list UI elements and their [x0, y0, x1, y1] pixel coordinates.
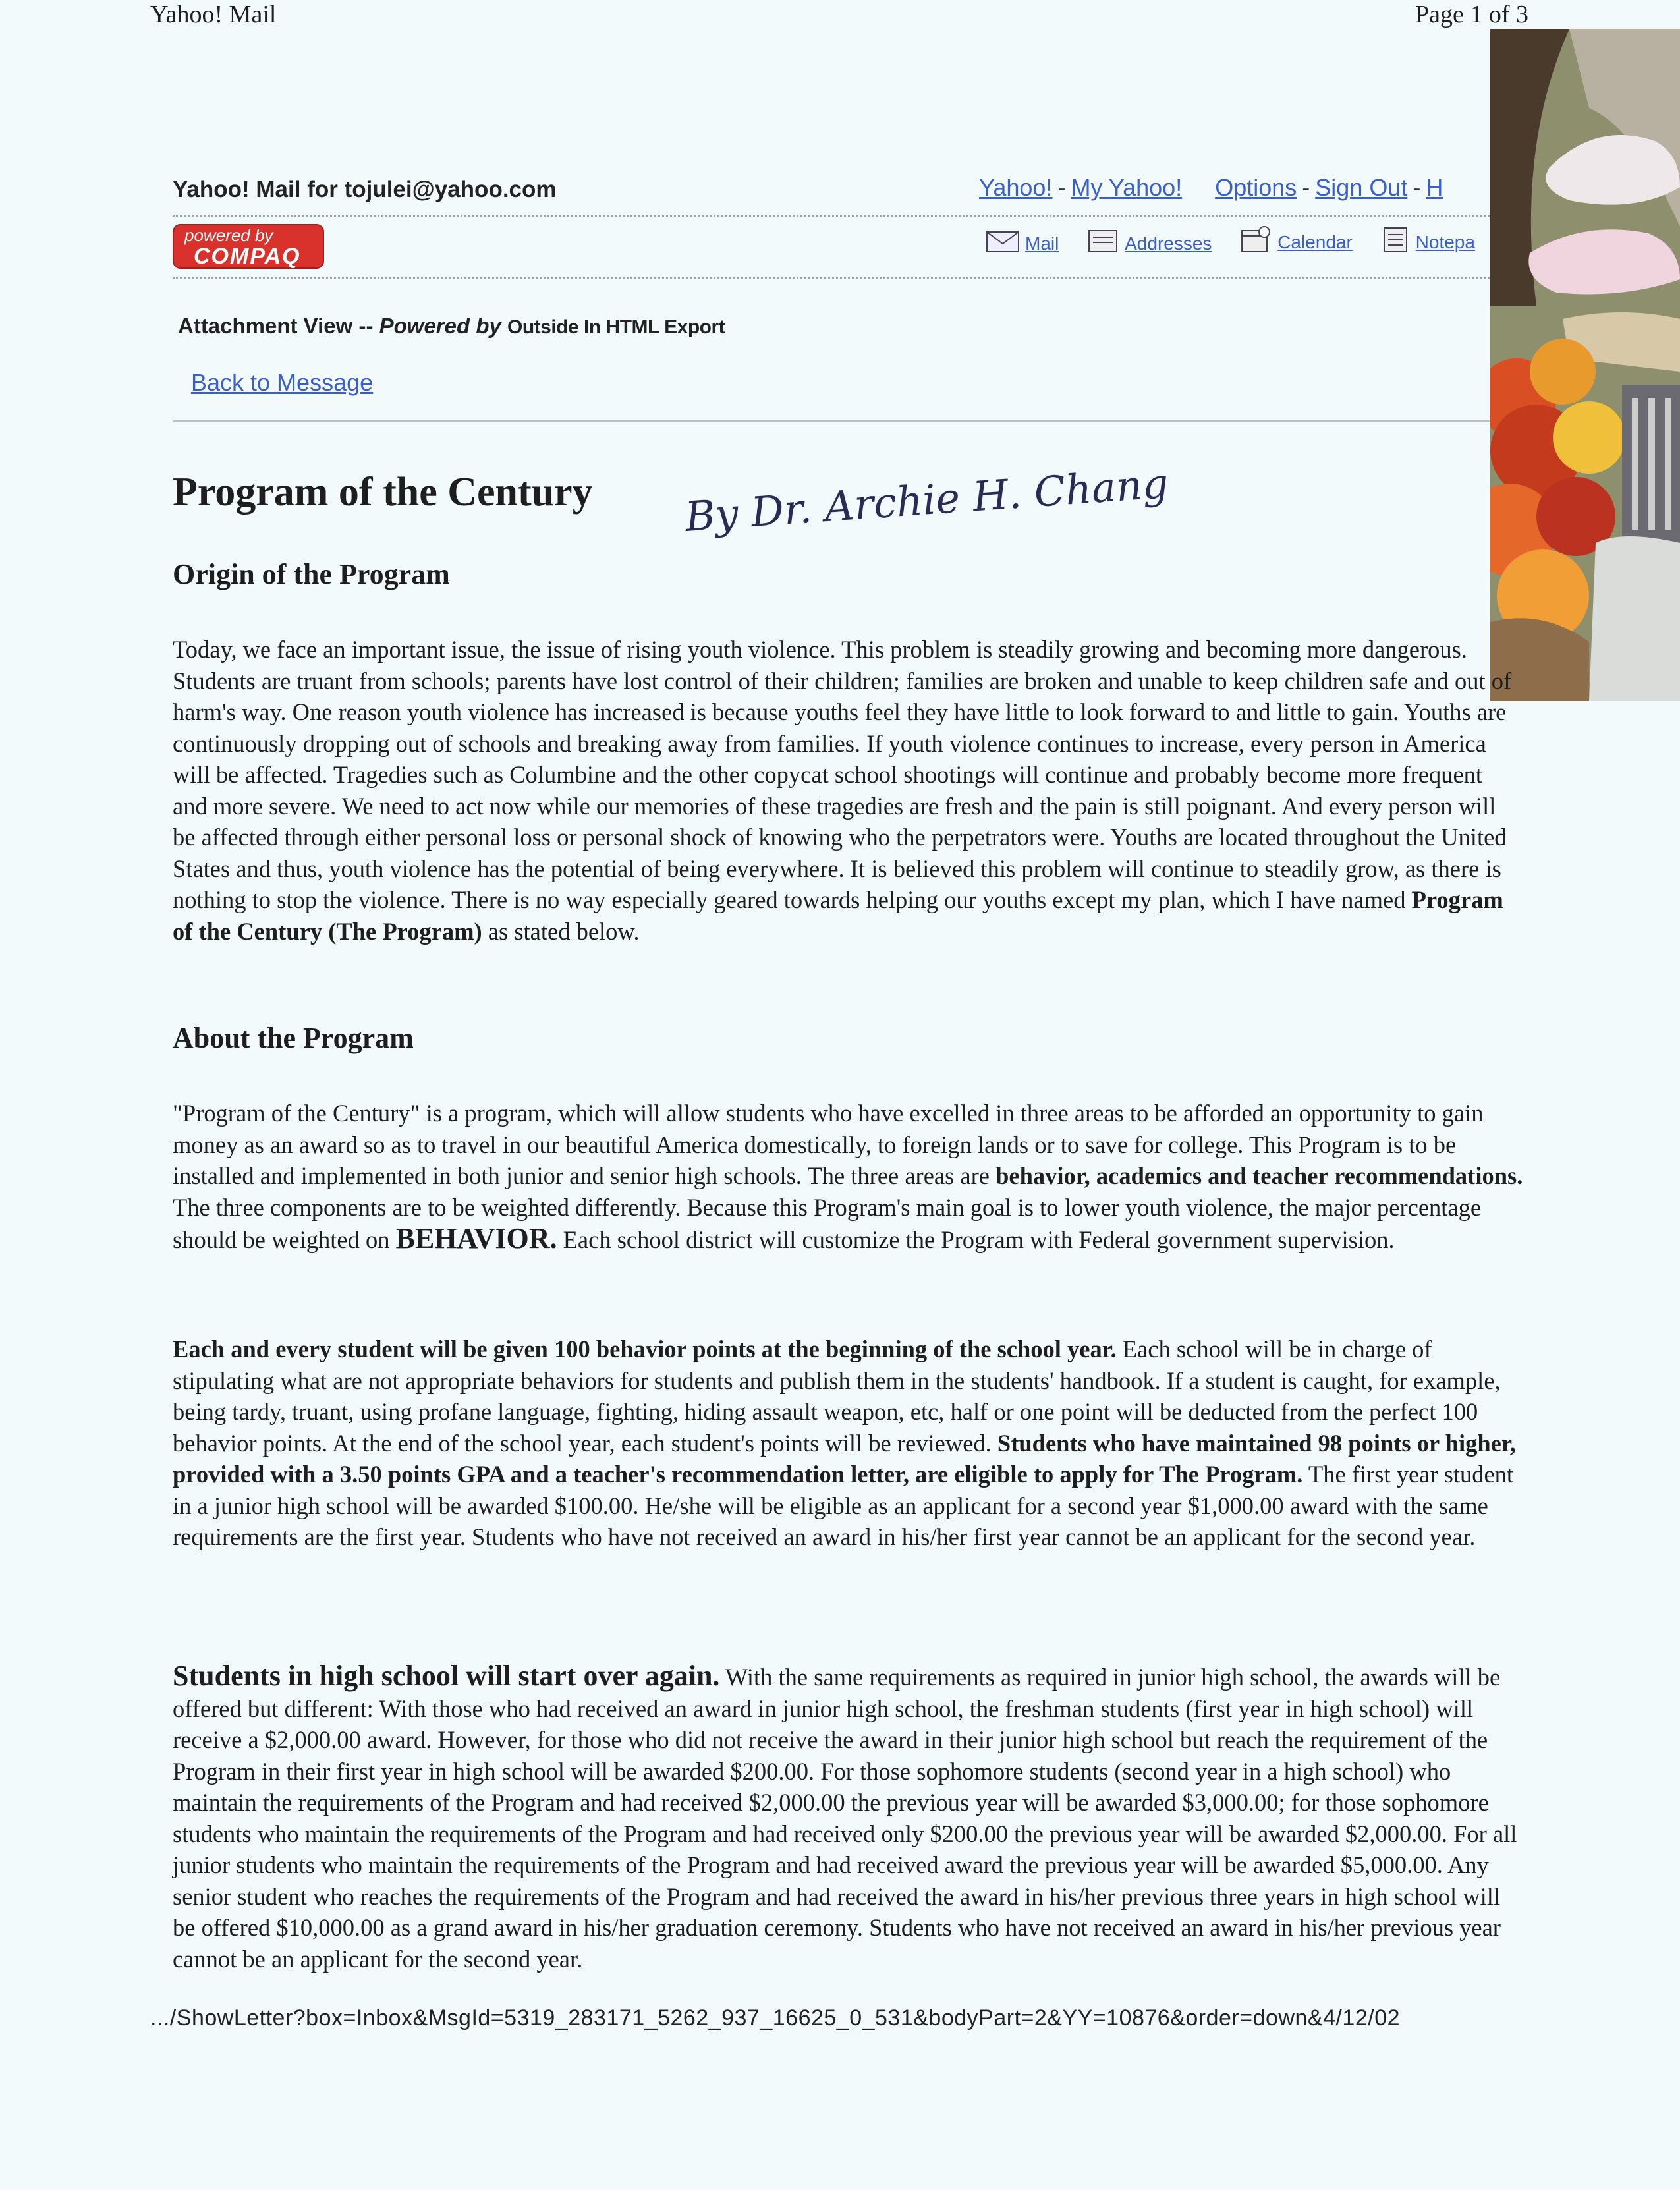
about-paragraph-1: "Program of the Century" is a program, which will allow students who have excelled in three areas to be afforded an opportunity to gain money as an award so as to travel in our beautiful America domestically, to foreign lands or to save for college. This Program is to be installed and implemented in both junior and senior high schools. The three areas are behavior, academics and teacher recommendations. The three components are to be weighted differently. Because this Program's main goal is to lower youth violence, the major percentage should be weighted on BEHAVIOR. Each school district will customize the Program with Federal government supervision. [173, 1100, 1523, 1254]
document-title: Program of the Century [173, 470, 593, 515]
nav-calendar[interactable]: Calendar [1239, 225, 1353, 259]
nav-divider [173, 277, 1490, 279]
address-book-icon [1086, 228, 1119, 259]
nav-mail[interactable]: Mail [986, 228, 1059, 259]
back-to-message-link[interactable]: Back to Message [191, 369, 374, 396]
help-link[interactable]: H [1426, 174, 1443, 201]
high-school-paragraph: Students in high school will start over again. With the same requirements as required in junior high school, the awards will be offered but different: With those who had received an award in junior high school, the freshman students (first year in high school) will receive a $2,000.00 award. However, for those who did not receive the award in their junior high school but reach the requirement of the Program in their first year in high school will be awarded $200.00. For those sophomore students (second year in a high school) who maintain the requirements of the Program and had received $2,000.00 the previous year will be awarded $3,000.00; for those sophomore students who maintain the requirements of the Program and had received only $200.00 the previous year will be awarded $2,000.00. For all junior students who maintain the requirements of the Program and had received award the previous year will be awarded $5,000.00. Any senior student who reaches the requirements of the Program and had received the award in his/her previous three years in high school will be offered $10,000.00 as a grand award in his/her graduation ceremony. Students who have not received an award in his/her previous year cannot be an applicant for the second year. [173, 1660, 1517, 1973]
options-link[interactable]: Options [1215, 174, 1297, 201]
account-title: Yahoo! Mail for tojulei@yahoo.com [173, 177, 557, 202]
top-links: Yahoo! - My Yahoo! Options - Sign Out - H [979, 174, 1443, 201]
author-signature: By Dr. Archie H. Chang [683, 459, 1170, 541]
nav-addresses[interactable]: Addresses [1086, 228, 1212, 259]
autumn-painting-image [1490, 29, 1680, 701]
print-footer-url: .../ShowLetter?box=Inbox&MsgId=5319_283171_5262_937_16625_0_531&bodyPart=2&YY=10876&order=down&4/12/02 [150, 2006, 1401, 2031]
mail-nav-bar [986, 225, 1490, 265]
origin-paragraph: Today, we face an important issue, the issue of rising youth violence. This problem is steadily growing and becoming more dangerous. Students are truant from schools; parents have lost control of their children; families are broken and unable to keep children safe and out of harm's way. One reason youth violence has increased is because youths feel they have little to look forward to and little to gain. Youths are continuously dropping out of schools and breaking away from families. If youth violence continues to increase, every person in America will be affected. Tragedies such as Columbine and the other copycat school shootings will continue and probably become more frequent and more severe. We need to act now while our memories of these tragedies are fresh and the pain is still poignant. And every person will be affected through either personal loss or personal shock of knowing who the perpetrators were. Youths are located throughout the United States and thus, youth violence has the potential of being everywhere. It is believed this problem will continue to steadily grow, as there is nothing to stop the violence. There is no way especially geared towards helping our youths except my plan, which I have named Program of the Century (The Program) as stated below. [173, 636, 1512, 945]
content-divider [173, 420, 1490, 422]
nav-notepad[interactable]: Notepa [1380, 225, 1475, 259]
calendar-icon [1239, 225, 1272, 259]
my-yahoo-link[interactable]: My Yahoo! [1071, 174, 1183, 201]
sign-out-link[interactable]: Sign Out [1315, 174, 1408, 201]
yahoo-link[interactable]: Yahoo! [979, 174, 1053, 201]
print-header-page: Page 1 of 3 [1415, 1, 1529, 28]
header-divider [173, 215, 1490, 217]
attachment-view-header: Attachment View -- Powered by Outside In HTML Export [178, 314, 725, 338]
mail-icon [986, 228, 1020, 259]
about-paragraph-2: Each and every student will be given 100 behavior points at the beginning of the school year. Each school will be in charge of stipulating what are not appropriate behaviors for students and publish them in the students' handbook. If a student is caught, for example, being tardy, truant, using profane language, fighting, hiding assault weapon, etc, half or one point will be deducted from the perfect 100 behavior points. At the end of the school year, each student's points will be reviewed. Students who have maintained 98 points or higher, provided with a 3.50 points GPA and a teacher's recommendation letter, are eligible to apply for The Program. The first year student in a junior high school will be awarded $100.00. He/she will be eligible as an applicant for a second year $1,000.00 award with the same requirements are the first year. Students who have not received an award in his/her first year cannot be an applicant for the second year. [173, 1335, 1516, 1550]
origin-heading: Origin of the Program [173, 558, 450, 590]
notepad-icon [1380, 225, 1411, 259]
print-header-title: Yahoo! Mail [150, 1, 277, 28]
compaq-sponsor-logo[interactable]: powered by COMPAQ [173, 224, 324, 269]
about-heading: About the Program [173, 1022, 414, 1054]
